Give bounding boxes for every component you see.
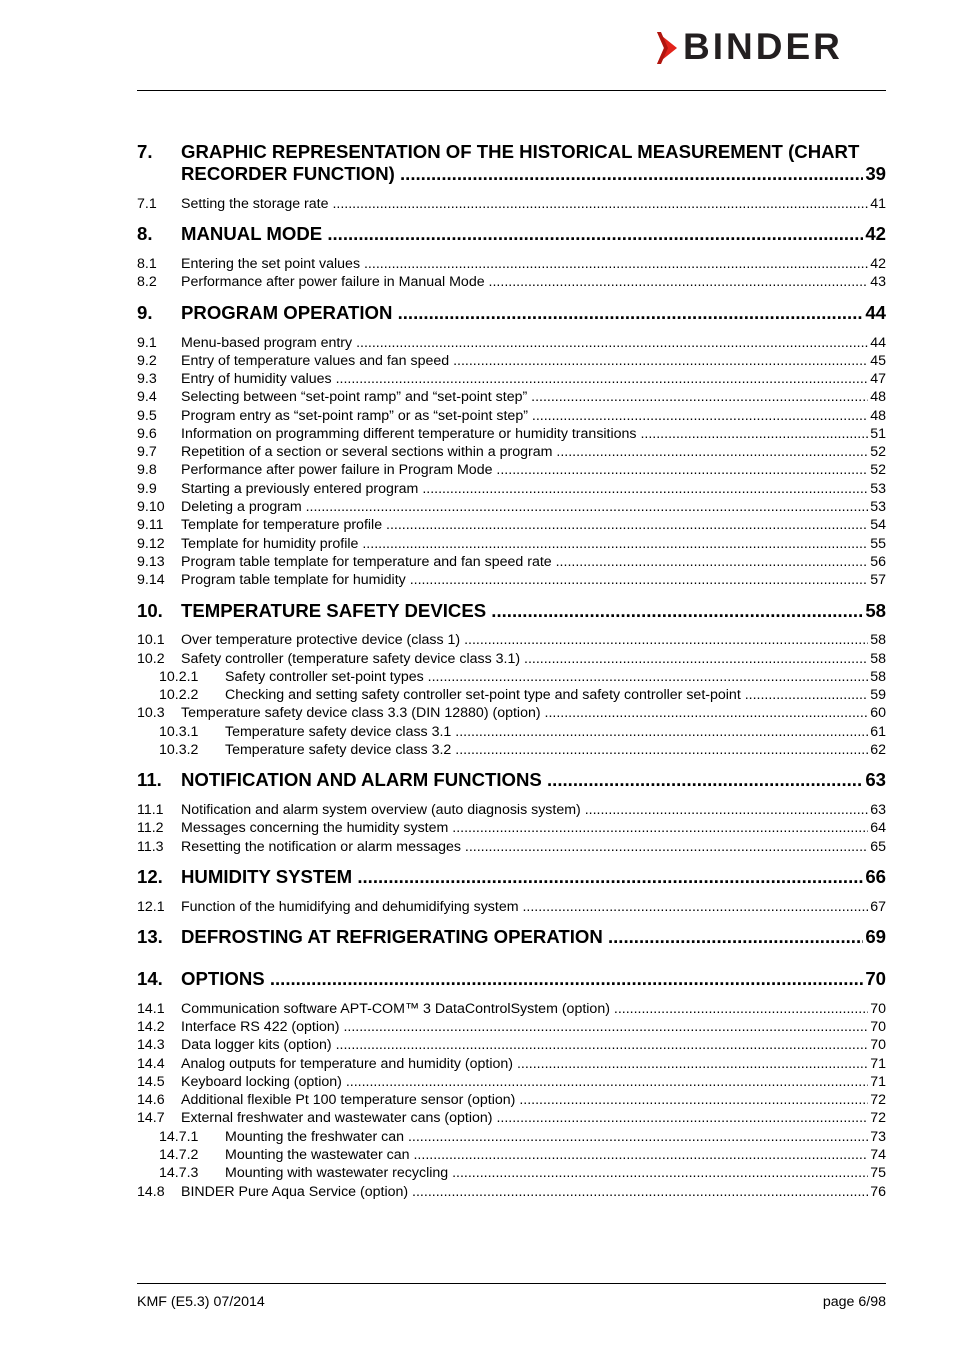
toc-entry-page: 52: [870, 444, 886, 460]
toc-entry[interactable]: [137, 425, 886, 443]
toc-entry[interactable]: [137, 1164, 886, 1182]
toc-entry[interactable]: [137, 388, 886, 406]
toc-entry-title: Program table template for temperature and fan speed rate .....: [181, 553, 886, 571]
toc-entry-page: 66: [865, 866, 886, 887]
toc-entry[interactable]: [137, 898, 886, 916]
toc-entry-page: 58: [870, 669, 886, 685]
toc-entry-number: 9.3: [137, 371, 157, 387]
toc-entry-number: 9.14: [137, 572, 165, 588]
toc-entry-number: 14.: [137, 968, 163, 989]
toc-entry[interactable]: [137, 334, 886, 352]
toc-entry-page: 70: [870, 1001, 886, 1017]
toc-entry-number: 11.3: [137, 839, 164, 855]
toc-entry[interactable]: [137, 686, 886, 704]
toc-entry[interactable]: [137, 1183, 886, 1201]
toc-entry[interactable]: [137, 650, 886, 668]
toc-entry-title: Safety controller (temperature safety device class 3.1) .....: [181, 650, 886, 668]
toc-entry-page: 71: [870, 1056, 886, 1072]
toc-entry-page: 74: [870, 1147, 886, 1163]
toc-entry-page: 43: [870, 274, 886, 290]
toc-entry[interactable]: [137, 302, 886, 324]
toc-entry-title: Interface RS 422 (option) .....: [181, 1018, 886, 1036]
toc-entry[interactable]: [137, 1109, 886, 1127]
toc-entry-number: 10.3.2: [159, 742, 199, 758]
toc-entry[interactable]: [137, 968, 886, 990]
toc-entry-page: 57: [870, 572, 886, 588]
toc-entry-number: 10.2: [137, 651, 165, 667]
toc-entry-title: Setting the storage rate .....: [181, 195, 886, 213]
toc-entry-title: Temperature safety device class 3.2 .....: [225, 741, 886, 759]
toc-entry-page: 58: [870, 651, 886, 667]
toc-entry-title: Entry of temperature values and fan speed .....: [181, 352, 886, 370]
toc-entry-page: 42: [870, 256, 886, 272]
toc-entry-number: 14.4: [137, 1056, 165, 1072]
toc-entry-page: 71: [870, 1074, 886, 1090]
toc-entry[interactable]: [137, 1146, 886, 1164]
toc-entry-number: 9.6: [137, 426, 157, 442]
toc-entry-page: 52: [870, 462, 886, 478]
toc-entry-number: 9.11: [137, 517, 164, 533]
toc-entry-title-continued: RECORDER FUNCTION) .....: [181, 163, 886, 185]
toc-entry[interactable]: [137, 1055, 886, 1073]
toc-entry-number: 12.: [137, 866, 163, 887]
toc-entry-title: Program entry as “set-point ramp” or as “set-point step” .....: [181, 407, 886, 425]
toc-entry-number: 10.3.1: [159, 724, 199, 740]
toc-entry-number: 14.6: [137, 1092, 165, 1108]
toc-entry-title: Function of the humidifying and dehumidifying system .....: [181, 898, 886, 916]
toc-entry-number: 13.: [137, 926, 163, 947]
toc-entry[interactable]: [137, 255, 886, 273]
toc-entry[interactable]: [137, 1128, 886, 1146]
toc-entry[interactable]: [137, 553, 886, 571]
toc-entry[interactable]: [137, 407, 886, 425]
toc-entry-page: 69: [865, 926, 886, 947]
toc-entry[interactable]: [137, 535, 886, 553]
toc-entry-title: Program table template for humidity .....: [181, 571, 886, 589]
toc-entry[interactable]: [137, 866, 886, 888]
toc-entry-number: 10.2.2: [159, 687, 199, 703]
toc-entry-title: Selecting between “set-point ramp” and “set-point step” .....: [181, 388, 886, 406]
toc-entry-title: Communication software APT-COM™ 3 DataControlSystem (option) .....: [181, 1000, 886, 1018]
toc-entry-page: 70: [870, 1019, 886, 1035]
toc-entry-number: 11.1: [137, 802, 164, 818]
toc-entry-title: HUMIDITY SYSTEM .....: [181, 866, 886, 888]
toc-entry-number: 10.3: [137, 705, 165, 721]
toc-entry-page: 76: [870, 1184, 886, 1200]
toc-entry[interactable]: [137, 223, 886, 245]
toc-entry-page: 59: [870, 687, 886, 703]
toc-entry-number: 11.2: [137, 820, 164, 836]
toc-entry-title: Mounting with wastewater recycling .....: [225, 1164, 886, 1182]
toc-entry[interactable]: [137, 838, 886, 856]
toc-entry-number: 14.8: [137, 1184, 165, 1200]
toc-entry-title: Checking and setting safety controller set-point type and safety controller set-point .....: [225, 686, 886, 704]
toc-entry[interactable]: [137, 723, 886, 741]
toc-entry-page: 58: [870, 632, 886, 648]
toc-entry-number: 9.5: [137, 408, 157, 424]
toc-entry-title: Information on programming different temperature or humidity transitions .....: [181, 425, 886, 443]
toc-entry-title: Additional flexible Pt 100 temperature sensor (option) .....: [181, 1091, 886, 1109]
toc-entry-title: Template for humidity profile .....: [181, 535, 886, 553]
toc-entry-page: 48: [870, 389, 886, 405]
binder-logo-mark-icon: [655, 31, 679, 65]
toc-entry-page: 51: [870, 426, 886, 442]
toc-entry-title: Entry of humidity values .....: [181, 370, 886, 388]
toc-entry-number: 7.1: [137, 196, 157, 212]
toc-entry-number: 9.1: [137, 335, 157, 351]
toc-entry-title: Data logger kits (option) .....: [181, 1036, 886, 1054]
toc-entry-page: 64: [870, 820, 886, 836]
toc-entry-number: 12.1: [137, 899, 165, 915]
toc-entry[interactable]: [137, 631, 886, 649]
toc-entry-title: BINDER Pure Aqua Service (option) .....: [181, 1183, 886, 1201]
toc-entry-page: 39: [865, 163, 886, 184]
toc-entry-title: NOTIFICATION AND ALARM FUNCTIONS .....: [181, 769, 886, 791]
toc-entry-title: Performance after power failure in Program Mode .....: [181, 461, 886, 479]
toc-entry-title: Notification and alarm system overview (auto diagnosis system) .....: [181, 801, 886, 819]
toc-entry-number: 9.10: [137, 499, 165, 515]
binder-logo-wordmark: BINDER: [683, 26, 843, 67]
toc-entry-number: 14.7.1: [159, 1129, 199, 1145]
toc-entry-page: 67: [870, 899, 886, 915]
toc-entry-page: 72: [870, 1110, 886, 1126]
toc-entry-title: Mounting the wastewater can .....: [225, 1146, 886, 1164]
toc-entry[interactable]: [137, 571, 886, 589]
toc-entry-page: 54: [870, 517, 886, 533]
document-id: KMF (E5.3) 07/2014: [137, 1294, 265, 1310]
toc-entry-number: 11.: [137, 769, 162, 790]
toc-entry[interactable]: [137, 370, 886, 388]
toc-entry-title: Keyboard locking (option) .....: [181, 1073, 886, 1091]
toc-entry[interactable]: [137, 1036, 886, 1054]
header-rule: [137, 90, 886, 91]
toc-entry[interactable]: [137, 498, 886, 516]
toc-entry-page: 58: [865, 600, 886, 621]
toc-entry[interactable]: [137, 1073, 886, 1091]
toc-entry[interactable]: [137, 516, 886, 534]
toc-entry-number: 14.3: [137, 1037, 165, 1053]
toc-entry-title: Analog outputs for temperature and humidity (option) .....: [181, 1055, 886, 1073]
toc-entry[interactable]: [137, 352, 886, 370]
toc-entry-title: GRAPHIC REPRESENTATION OF THE HISTORICAL MEASUREMENT (CHART: [181, 141, 860, 162]
toc-entry-number: 9.: [137, 302, 153, 323]
toc-entry[interactable]: [137, 801, 886, 819]
toc-entry-page: 44: [865, 302, 886, 323]
toc-entry-page: 70: [870, 1037, 886, 1053]
toc-entry[interactable]: [137, 1018, 886, 1036]
toc-entry-title: Template for temperature profile .....: [181, 516, 886, 534]
toc-entry-page: 48: [870, 408, 886, 424]
toc-entry-title: Messages concerning the humidity system .....: [181, 819, 886, 837]
toc-entry[interactable]: [137, 141, 886, 187]
toc-entry-title: Repetition of a section or several sections within a program .....: [181, 443, 886, 461]
toc-entry-title: Menu-based program entry .....: [181, 334, 886, 352]
toc-entry-title: Starting a previously entered program .....: [181, 480, 886, 498]
toc-entry[interactable]: [137, 480, 886, 498]
toc-entry-title: Temperature safety device class 3.3 (DIN 12880) (option) .....: [181, 704, 886, 722]
toc-entry[interactable]: [137, 668, 886, 686]
toc-entry-title: Over temperature protective device (class 1) .....: [181, 631, 886, 649]
toc-entry[interactable]: [137, 195, 886, 213]
toc-entry-number: 9.7: [137, 444, 157, 460]
toc-entry-number: 14.7.3: [159, 1165, 199, 1181]
toc-entry-number: 8.2: [137, 274, 157, 290]
toc-entry-number: 14.2: [137, 1019, 165, 1035]
toc-entry-number: 14.7: [137, 1110, 165, 1126]
toc-entry-number: 10.1: [137, 632, 165, 648]
toc-entry[interactable]: [137, 1091, 886, 1109]
toc-entry-number: 14.7.2: [159, 1147, 199, 1163]
toc-entry-page: 47: [870, 371, 886, 387]
toc-entry-page: 42: [865, 223, 886, 244]
toc-entry-title: Deleting a program .....: [181, 498, 886, 516]
toc-entry[interactable]: [137, 819, 886, 837]
toc-entry[interactable]: [137, 704, 886, 722]
toc-entry[interactable]: [137, 443, 886, 461]
toc-entry-title: TEMPERATURE SAFETY DEVICES .....: [181, 600, 886, 622]
toc-entry-page: 55: [870, 536, 886, 552]
binder-logo: [655, 26, 887, 69]
toc-entry-number: 8.1: [137, 256, 157, 272]
toc-entry-page: 61: [870, 724, 886, 740]
toc-entry-number: 10.: [137, 600, 163, 621]
toc-entry[interactable]: [137, 1000, 886, 1018]
toc-entry-number: 7.: [137, 141, 153, 162]
toc-entry-number: 9.8: [137, 462, 157, 478]
toc-entry-page: 56: [870, 554, 886, 570]
toc-entry-page: 63: [865, 769, 886, 790]
toc-entry-number: 9.13: [137, 554, 165, 570]
toc-entry-page: 44: [870, 335, 886, 351]
toc-entry-number: 10.2.1: [159, 669, 199, 685]
footer-rule: [137, 1283, 886, 1284]
toc-entry-page: 70: [865, 968, 886, 989]
toc-entry-page: 41: [870, 196, 886, 212]
toc-entry-title: PROGRAM OPERATION .....: [181, 302, 886, 324]
toc-entry[interactable]: [137, 926, 886, 948]
toc-entry-title: Entering the set point values .....: [181, 255, 886, 273]
toc-entry-page: 62: [870, 742, 886, 758]
toc-entry[interactable]: [137, 741, 886, 759]
toc-entry-page: 60: [870, 705, 886, 721]
toc-entry[interactable]: [137, 600, 886, 622]
toc-entry-page: 45: [870, 353, 886, 369]
toc-entry-page: 72: [870, 1092, 886, 1108]
toc-entry[interactable]: [137, 769, 886, 791]
toc-entry-title: MANUAL MODE .....: [181, 223, 886, 245]
toc-entry-page: 53: [870, 481, 886, 497]
toc-entry-page: 63: [870, 802, 886, 818]
toc-entry-page: 65: [870, 839, 886, 855]
toc-entry-number: 14.1: [137, 1001, 165, 1017]
toc-entry-page: 75: [870, 1165, 886, 1181]
toc-entry-title: OPTIONS .....: [181, 968, 886, 990]
toc-entry-title: Temperature safety device class 3.1 .....: [225, 723, 886, 741]
page-number: page 6/98: [822, 1294, 886, 1310]
toc-entry[interactable]: [137, 461, 886, 479]
toc-entry-number: 14.5: [137, 1074, 165, 1090]
toc-entry-number: 9.12: [137, 536, 165, 552]
toc-entry-title: Performance after power failure in Manual Mode .....: [181, 273, 886, 291]
toc-entry[interactable]: [137, 273, 886, 291]
toc-entry-number: 9.9: [137, 481, 157, 497]
toc-entry-page: 53: [870, 499, 886, 515]
toc-entry-title: Safety controller set-point types .....: [225, 668, 886, 686]
toc-entry-number: 9.4: [137, 389, 157, 405]
toc-entry-title: Resetting the notification or alarm messages .....: [181, 838, 886, 856]
toc-entry-page: 73: [870, 1129, 886, 1145]
toc-entry-title: External freshwater and wastewater cans (option) .....: [181, 1109, 886, 1127]
toc-entry-title: DEFROSTING AT REFRIGERATING OPERATION .....: [181, 926, 886, 948]
toc-entry-number: 9.2: [137, 353, 157, 369]
toc-entry-number: 8.: [137, 223, 153, 244]
toc-entry-title: Mounting the freshwater can .....: [225, 1128, 886, 1146]
